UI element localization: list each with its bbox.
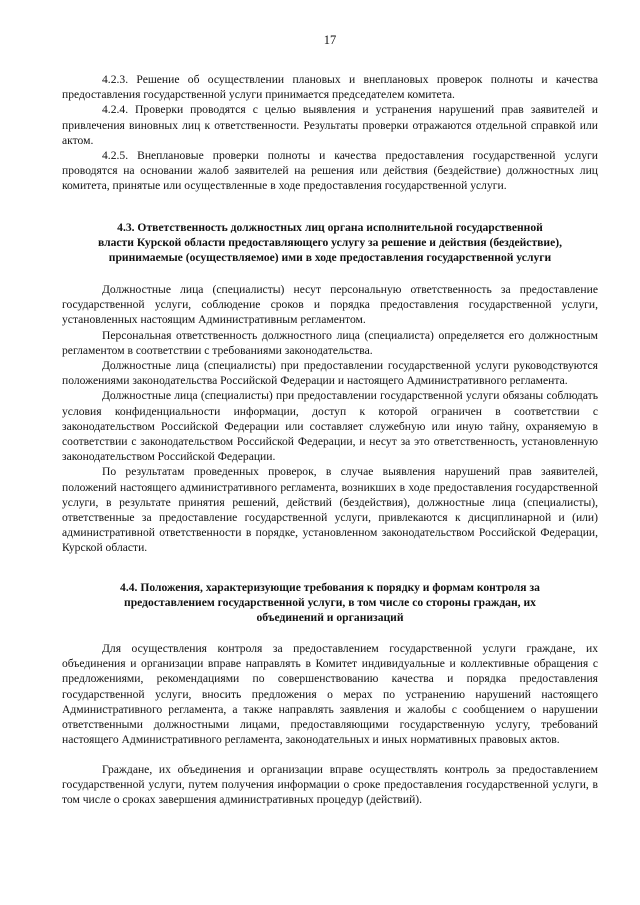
section-4-4: [62, 580, 598, 626]
section-4-4-body: [62, 641, 598, 747]
paragraph-4-3-4: Должностные лица (специалисты) при предоставлении государственной услуги обязаны соблюдать условия конфиденциальности информации, доступ к которой ограничен в соответствии с законодательством Российской Федерации или составляет служебную или иную тайну, охраняемую в соответствии с законодательством Российской Федерации, и несут за это ответственность, установленную законодательством Российской Федерации.: [62, 389, 598, 464]
section-4-3-heading: 4.3. Ответственность должностных лиц органа исполнительной государственной власти Курской области предоставляющего услугу за решение и действия (бездействие), принимаемые (осуществляемое) ими в ходе предоставления государственной услуги: [97, 221, 562, 265]
paragraph-4-2-5: 4.2.5. Внеплановые проверки полноты и качества предоставления государственной услуги проводятся на основании жалоб заявителей на решения или действия (бездействие) должностных лиц комитета, принятые или осуществленные в ходе предоставления государственной услуги.: [62, 149, 598, 193]
section-4-4-heading: 4.4. Положения, характеризующие требования к порядку и формам контроля за предоставлением государственной услуги, в том числе со стороны граждан, их объединений и организаций: [120, 581, 540, 625]
paragraph-4-3-2: Персональная ответственность должностного лица (специалиста) определяется его должностным регламентом в соответствии с требованиями законодательства.: [62, 328, 598, 357]
section-4-4-body-2: [62, 762, 598, 808]
section-4-2-continued: [62, 72, 598, 194]
paragraph-4-2-4: 4.2.4. Проверки проводятся с целью выявления и устранения нарушений прав заявителей и привлечения виновных лиц к ответственности. Результаты проверки отражаются отдельной справкой или актом.: [62, 103, 598, 147]
paragraph-4-3-5: По результатам проведенных проверок, в случае выявления нарушений прав заявителей, положений настоящего административного регламента, возникших в ходе предоставления государственной услуги, в результате принятия решений, действий (бездействия), должностные лица (специалисты), ответственные за предоставление государственной услуги, привлекаются к дисциплинарной и (или) административной ответственности в порядке, установленном законодательством Российской Федерации, Курской области.: [62, 465, 598, 555]
paragraph-4-3-3: Должностные лица (специалисты) при предоставлении государственной услуги руководствуются положениями законодательства Российской Федерации и настоящего Административного регламента.: [62, 359, 598, 388]
paragraph-4-4-2: Граждане, их объединения и организации вправе осуществлять контроль за предоставлением государственной услуги, путем получения информации о сроке предоставления государственной услуги, в том числе о сроках завершения административных процедур (действий).: [62, 763, 598, 807]
paragraph-4-3-1: Должностные лица (специалисты) несут персональную ответственность за предоставление государственной услуги, соблюдение сроков и порядка предоставления государственной услуги, установленных настоящим Административным регламентом.: [62, 283, 598, 327]
page-number: 17: [323, 33, 337, 47]
section-4-3-body: [62, 282, 598, 556]
section-4-3: [62, 220, 598, 266]
paragraph-4-2-3: 4.2.3. Решение об осуществлении плановых и внеплановых проверок полноты и качества предоставления государственной услуги принимается председателем комитета.: [62, 73, 598, 102]
paragraph-4-4-1: Для осуществления контроля за предоставлением государственной услуги граждане, их объединения и организации вправе направлять в Комитет индивидуальные и коллективные обращения с предложениями, рекомендациями по совершенствованию качества и порядка предоставления государственной услуги, вносить предложения о мерах по устранению нарушений настоящего Административного регламента, а также направлять заявления и жалобы с сообщением о нарушении ответственными должностными лицами, предоставляющими государственную услугу, требований настоящего Административного регламента, законодательных и иных нормативных правовых актов.: [62, 642, 598, 747]
